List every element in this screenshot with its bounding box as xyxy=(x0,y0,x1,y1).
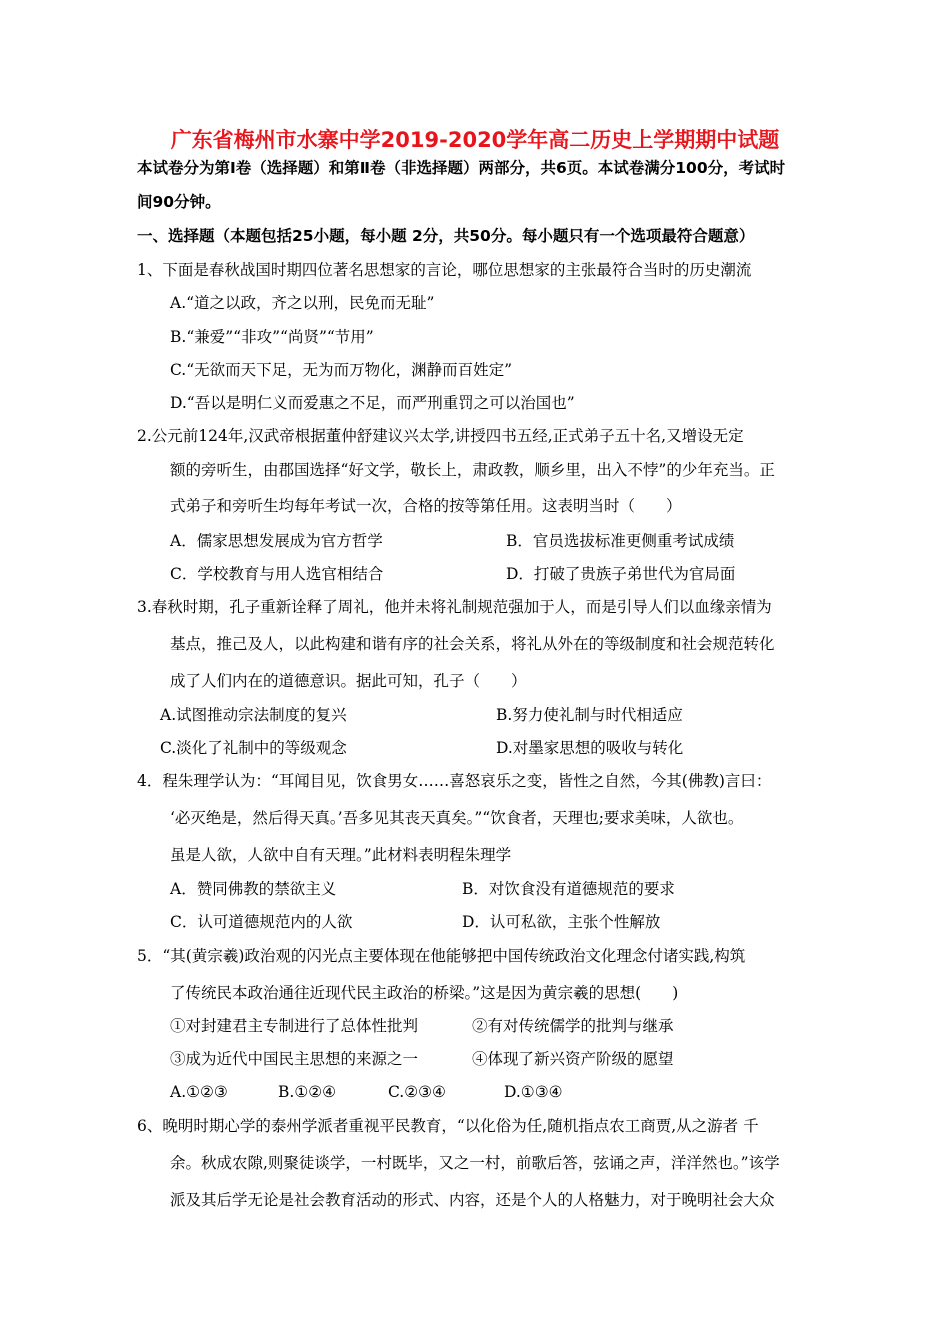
question-3-stem-line-3: 成了人们内在的道德意识。据此可知，孔子（ ） xyxy=(170,672,527,690)
question-4-stem-line-3: 虽是人欲，人欲中自有天理。”此材料表明程朱理学 xyxy=(170,846,512,864)
question-6-stem-line-3: 派及其后学无论是社会教育活动的形式、内容，还是个人的人格魅力，对于晚明社会大众 xyxy=(170,1191,775,1209)
question-5-stem-line-2: 了传统民本政治通往近现代民主政治的桥梁。”这是因为黄宗羲的思想( ) xyxy=(170,984,679,1002)
question-5-stem-line-1: 5．“其(黄宗羲)政治观的闪光点主要体现在他能够把中国传统政治文化理念付诸实践,构筑 xyxy=(137,947,746,965)
question-2-stem-line-3: 式弟子和旁听生均每年考试一次，合格的按等第任用。这表明当时（ ） xyxy=(170,497,682,515)
question-1-option-a: A.“道之以政，齐之以刑，民免而无耻” xyxy=(170,294,435,312)
question-2-stem-line-1: 2.公元前124年,汉武帝根据董仲舒建议兴太学,讲授四书五经,正式弟子五十名,又增设无定 xyxy=(137,427,744,445)
question-5-option-c: C.②③④ xyxy=(388,1083,446,1101)
question-3-option-b: B.努力使礼制与时代相适应 xyxy=(496,706,683,724)
section-header: 一、选择题（本题包括25小题，每小题 2分，共50分。每小题只有一个选项最符合题意） xyxy=(137,227,755,245)
question-5-statement-4: ④体现了新兴资产阶级的愿望 xyxy=(472,1050,674,1068)
question-1-option-b: B.“兼爱”“非攻”“尚贤”“节用” xyxy=(170,328,374,346)
question-4-option-a: A．赞同佛教的禁欲主义 xyxy=(170,880,337,898)
question-5-statement-1: ①对封建君主专制进行了总体性批判 xyxy=(170,1017,419,1035)
intro-line-2: 间90分钟。 xyxy=(137,193,221,211)
question-3-stem-line-1: 3.春秋时期，孔子重新诠释了周礼，他并未将礼制规范强加于人，而是引导人们以血缘亲情为 xyxy=(137,598,772,616)
question-4-option-c: C．认可道德规范内的人欲 xyxy=(170,913,353,931)
question-6-stem-line-1: 6、晚明时期心学的泰州学派者重视平民教育，“以化俗为任,随机指点农工商贾,从之游者 千 xyxy=(137,1117,759,1135)
question-2-option-c: C．学校教育与用人选官相结合 xyxy=(170,565,384,583)
question-5-option-d: D.①③④ xyxy=(504,1083,563,1101)
question-5-option-b: B.①②④ xyxy=(278,1083,337,1101)
page-title: 广东省梅州市水寨中学2019-2020学年高二历史上学期期中试题 xyxy=(170,128,780,152)
question-2-option-b: B．官员选拔标准更侧重考试成绩 xyxy=(506,532,735,550)
question-4-stem-line-1: 4．程朱理学认为：“耳闻目见，饮食男女……喜怒哀乐之变，皆性之自然，今其(佛教)言曰： xyxy=(137,772,772,790)
question-3-stem-line-2: 基点，推己及人，以此构建和谐有序的社会关系，将礼从外在的等级制度和社会规范转化 xyxy=(170,635,775,653)
question-2-stem-line-2: 额的旁听生，由郡国选择“好文学，敬长上，肃政教，顺乡里，出入不悖”的少年充当。正 xyxy=(170,461,775,479)
question-2-option-a: A．儒家思想发展成为官方哲学 xyxy=(170,532,383,550)
question-6-stem-line-2: 余。秋成农隙,则聚徒谈学，一村既毕，又之一村，前歌后答，弦诵之声，洋洋然也。”该学 xyxy=(170,1154,780,1172)
question-5-statement-3: ③成为近代中国民主思想的来源之一 xyxy=(170,1050,419,1068)
question-5-option-a: A.①②③ xyxy=(170,1083,228,1101)
question-3-option-a: A.试图推动宗法制度的复兴 xyxy=(160,706,347,724)
question-1-stem: 1、下面是春秋战国时期四位著名思想家的言论，哪位思想家的主张最符合当时的历史潮流 xyxy=(137,261,752,279)
question-3-option-c: C.淡化了礼制中的等级观念 xyxy=(160,739,347,757)
question-4-option-d: D．认可私欲，主张个性解放 xyxy=(462,913,661,931)
question-3-option-d: D.对墨家思想的吸收与转化 xyxy=(496,739,684,757)
question-1-option-c: C.“无欲而天下足，无为而万物化，渊静而百姓定” xyxy=(170,361,513,379)
question-4-stem-line-2: ‘必灭绝是，然后得天真。’吾多见其丧天真矣。”“饮食者，天理也;要求美味，人欲也。 xyxy=(170,809,744,827)
question-5-statement-2: ②有对传统儒学的批判与继承 xyxy=(472,1017,674,1035)
question-4-option-b: B．对饮食没有道德规范的要求 xyxy=(462,880,675,898)
intro-line-1: 本试卷分为第Ⅰ卷（选择题）和第Ⅱ卷（非选择题）两部分，共6页。本试卷满分100分，考试时 xyxy=(137,159,786,177)
question-1-option-d: D.“吾以是明仁义而爱惠之不足，而严刑重罚之可以治国也” xyxy=(170,394,575,412)
question-2-option-d: D．打破了贵族子弟世代为官局面 xyxy=(506,565,736,583)
